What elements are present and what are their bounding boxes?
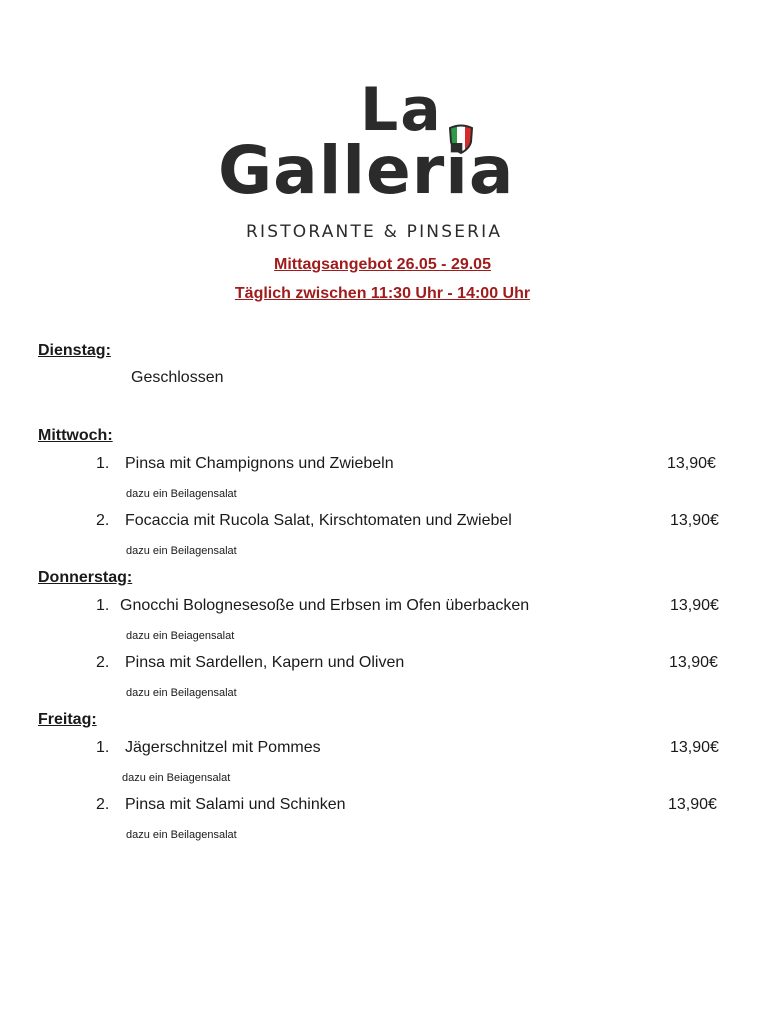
side-salad-note: dazu ein Beilagensalat [126,687,237,699]
dish-number: 1. [96,597,110,614]
logo-text-la: La [360,75,443,145]
dish-number: 2. [96,654,110,671]
dish-name: Pinsa mit Sardellen, Kapern und Oliven [125,654,405,671]
side-salad-note: dazu ein Beilagensalat [126,545,237,557]
day-heading-dienstag: Dienstag: [38,342,111,359]
dish-number: 2. [96,512,110,529]
day-heading-freitag: Freitag: [38,711,97,728]
side-salad-note: dazu ein Beiagensalat [126,630,235,642]
dish-price: 13,90€ [670,597,719,614]
hours-headline: Täglich zwischen 11:30 Uhr - 14:00 Uhr [234,285,531,302]
day-heading-donnerstag: Donnerstag: [38,569,133,586]
dish-number: 2. [96,796,110,813]
dish-number: 1. [96,455,110,472]
logo-subtitle: RISTORANTE & PINSERIA [246,222,503,242]
side-salad-note: dazu ein Beiagensalat [122,772,231,784]
dish-price: 13,90€ [668,796,717,813]
logo-text-galleria: Galleria [218,132,515,209]
dish-name: Jägerschnitzel mit Pommes [125,739,321,756]
dish-number: 1. [96,739,110,756]
dish-name: Pinsa mit Champignons und Zwiebeln [125,455,394,472]
day-heading-mittwoch: Mittwoch: [38,427,113,444]
dish-name: Pinsa mit Salami und Schinken [125,796,346,813]
dish-price: 13,90€ [669,654,718,671]
offer-headline: Mittagsangebot 26.05 - 29.05 [274,256,491,273]
dish-price: 13,90€ [670,739,719,756]
dish-name: Focaccia mit Rucola Salat, Kirschtomaten und Zwiebel [125,512,512,529]
closed-note: Geschlossen [131,369,224,386]
dish-price: 13,90€ [667,455,716,472]
dish-name: Gnocchi Bolognesesoße und Erbsen im Ofen überbacken [120,597,530,614]
dish-price: 13,90€ [670,512,719,529]
side-salad-note: dazu ein Beilagensalat [126,829,237,841]
side-salad-note: dazu ein Beilagensalat [126,488,237,500]
